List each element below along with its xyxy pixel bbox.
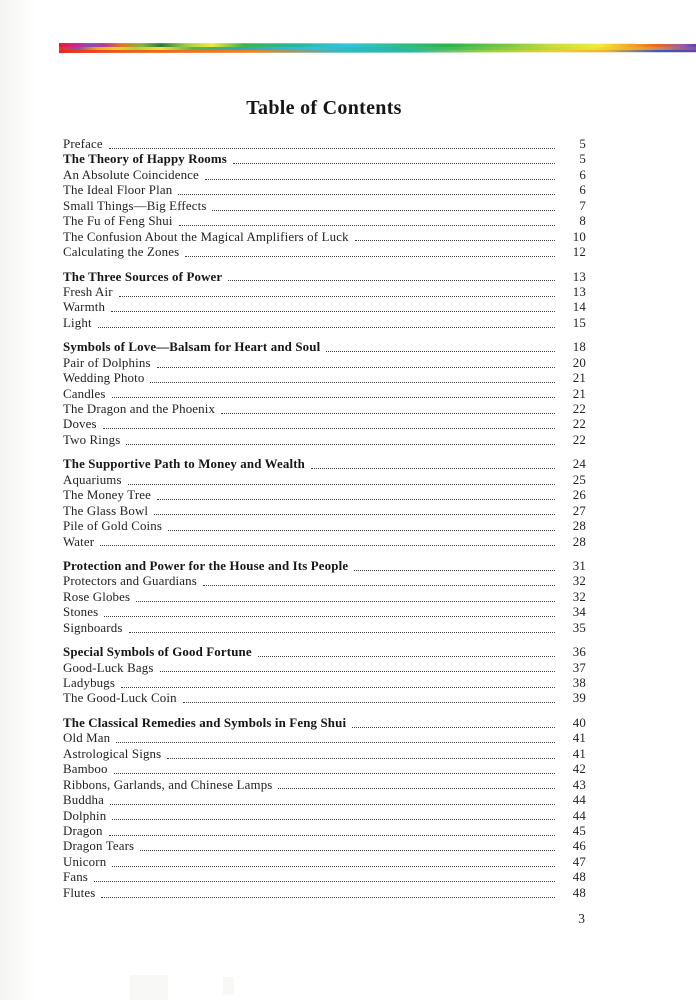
toc-entry-page-number: 15 <box>572 315 586 330</box>
toc-entry <box>63 716 586 731</box>
toc-entry-label: The Theory of Happy Rooms <box>63 152 227 167</box>
dotted-leader <box>101 886 555 898</box>
toc-entry <box>63 137 586 152</box>
dotted-leader <box>112 855 555 867</box>
dotted-leader <box>157 356 555 368</box>
toc-entry-label: Dragon Tears <box>63 839 135 854</box>
dotted-leader <box>354 559 555 571</box>
toc-entry <box>63 870 586 885</box>
toc-entry-label: Water <box>63 534 95 549</box>
toc-entry-label: The Dragon and the Phoenix <box>63 402 216 416</box>
toc-entry-page-number: 48 <box>572 870 586 885</box>
toc-entry-page-number: 38 <box>572 676 586 690</box>
toc-entry-page-number: 47 <box>572 854 586 869</box>
toc-section <box>63 270 586 332</box>
toc-entry-page-number: 41 <box>572 731 586 746</box>
dotted-leader <box>178 183 555 195</box>
toc-entry-label: Pair of Dolphins <box>63 355 151 370</box>
toc-entry-page-number: 13 <box>572 284 586 299</box>
toc-entry <box>63 356 586 371</box>
toc-entry-label: Signboards <box>63 620 123 635</box>
toc-entry-page-number: 42 <box>572 762 586 777</box>
scan-artifact <box>223 977 234 995</box>
toc-entry <box>63 747 586 762</box>
dotted-leader <box>168 519 555 531</box>
toc-entry-label: The Good-Luck Coin <box>63 691 177 706</box>
dotted-leader <box>110 793 555 805</box>
toc-entry-page-number: 37 <box>572 660 586 675</box>
toc-entry-label: Fans <box>63 870 88 885</box>
toc-entry <box>63 886 586 901</box>
dotted-leader <box>103 417 555 429</box>
toc-entry <box>63 661 586 676</box>
toc-entry-label: Dragon <box>63 823 103 838</box>
toc-entry-page-number: 8 <box>579 214 586 229</box>
dotted-leader <box>228 270 555 282</box>
toc-entry-label: Protection and Power for the House and Its People <box>63 558 349 573</box>
toc-entry-page-number: 5 <box>579 152 586 167</box>
toc-entry-page-number: 28 <box>572 534 586 549</box>
toc-entry-label: Special Symbols of Good Fortune <box>63 645 252 660</box>
toc-entry-page-number: 41 <box>572 746 586 761</box>
toc-entry <box>63 285 586 300</box>
toc-entry <box>63 519 586 534</box>
toc-entry-page-number: 32 <box>572 574 586 589</box>
toc-section <box>63 457 586 550</box>
dotted-leader <box>157 488 555 500</box>
dotted-leader <box>109 137 555 149</box>
toc-entry-page-number: 36 <box>572 645 586 660</box>
toc-entry-page-number: 39 <box>572 691 586 706</box>
dotted-leader <box>154 504 555 516</box>
toc-entry-page-number: 32 <box>572 589 586 604</box>
dotted-leader <box>98 316 555 328</box>
dotted-leader <box>160 661 555 673</box>
toc-entry <box>63 839 586 854</box>
toc-entry <box>63 488 586 503</box>
folio-page-number: 3 <box>578 911 585 926</box>
toc-entry-page-number: 6 <box>579 167 586 182</box>
toc-entry-page-number: 35 <box>572 620 586 635</box>
toc-entry-page-number: 22 <box>572 417 586 432</box>
toc-entry-label: Aquariums <box>63 472 122 487</box>
toc-entry <box>63 433 586 448</box>
toc-entry-page-number: 25 <box>572 472 586 487</box>
toc-entry-label: The Glass Bowl <box>63 503 149 518</box>
toc-entry <box>63 621 586 636</box>
toc-entry-label: Rose Globes <box>63 589 131 604</box>
toc-entry-label: The Money Tree <box>63 488 152 503</box>
toc-entry-page-number: 45 <box>572 823 586 838</box>
toc-entry <box>63 535 586 550</box>
toc-entry-page-number: 12 <box>572 245 586 260</box>
toc-entry-page-number: 43 <box>572 777 586 792</box>
dotted-leader <box>140 839 555 851</box>
dotted-leader <box>109 824 555 836</box>
rainbow-ribbon-divider <box>59 43 696 53</box>
scan-artifact <box>130 975 168 1000</box>
toc-section <box>63 645 586 707</box>
dotted-leader <box>185 245 555 257</box>
toc-entry-page-number: 40 <box>572 715 586 730</box>
toc-entry <box>63 559 586 574</box>
toc-entry-label: Old Man <box>63 731 111 746</box>
toc-entry <box>63 402 586 417</box>
dotted-leader <box>183 691 555 703</box>
toc-entry-label: Stones <box>63 605 99 620</box>
toc-entry-page-number: 18 <box>572 340 586 355</box>
toc-entry-label: Flutes <box>63 885 96 900</box>
toc-entry-label: Buddha <box>63 793 105 808</box>
dotted-leader <box>258 645 555 657</box>
dotted-leader <box>121 676 555 688</box>
dotted-leader <box>205 168 555 180</box>
page-title: Table of Contents <box>246 97 402 120</box>
toc-entry-page-number: 22 <box>572 402 586 416</box>
dotted-leader <box>112 809 555 821</box>
toc-entry-label: The Classical Remedies and Symbols in Feng Shui <box>63 715 347 730</box>
dotted-leader <box>212 199 555 211</box>
dotted-leader <box>150 371 555 383</box>
toc-entry-label: Astrological Signs <box>63 746 162 761</box>
toc-entry <box>63 574 586 589</box>
toc-entry-page-number: 48 <box>572 885 586 900</box>
toc-entry-label: Pile of Gold Coins <box>63 519 163 534</box>
dotted-leader <box>233 152 555 164</box>
toc-entry <box>63 270 586 285</box>
toc-entry-page-number: 5 <box>579 137 586 151</box>
toc-entry <box>63 731 586 746</box>
toc-entry-page-number: 6 <box>579 183 586 198</box>
toc-entry <box>63 590 586 605</box>
dotted-leader <box>129 621 555 633</box>
toc-entry <box>63 504 586 519</box>
toc-entry-page-number: 7 <box>579 198 586 213</box>
toc-entry <box>63 387 586 402</box>
dotted-leader <box>119 285 555 297</box>
toc-entry <box>63 809 586 824</box>
toc-entry-label: Symbols of Love—Balsam for Heart and Soul <box>63 340 321 355</box>
toc-entry-page-number: 20 <box>572 355 586 370</box>
toc-entry <box>63 417 586 432</box>
toc-entry-label: Ladybugs <box>63 676 116 690</box>
toc-entry <box>63 230 586 245</box>
dotted-leader <box>136 590 555 602</box>
toc-entry <box>63 762 586 777</box>
toc-entry-label: Doves <box>63 417 97 432</box>
toc-entry-label: Calculating the Zones <box>63 245 180 260</box>
toc-entry-label: The Confusion About the Magical Amplifiers of Luck <box>63 229 349 244</box>
toc-entry-label: Dolphin <box>63 808 107 823</box>
toc-entry-label: Wedding Photo <box>63 371 145 386</box>
toc-entry-page-number: 46 <box>572 839 586 854</box>
toc-entry <box>63 824 586 839</box>
toc-entry-label: The Three Sources of Power <box>63 269 223 284</box>
toc-entry <box>63 371 586 386</box>
toc-section <box>63 340 586 448</box>
dotted-leader <box>104 605 555 617</box>
toc-section <box>63 716 586 901</box>
ribbon-band-bottom <box>59 50 696 53</box>
toc-entry <box>63 316 586 331</box>
dotted-leader <box>355 230 555 242</box>
toc-entry-page-number: 26 <box>572 488 586 503</box>
toc-entry-page-number: 13 <box>572 269 586 284</box>
toc-entry <box>63 168 586 183</box>
page-edge-shadow <box>0 0 36 1000</box>
toc-entry-label: Good-Luck Bags <box>63 660 154 675</box>
toc-entry <box>63 645 586 660</box>
toc-entry <box>63 245 586 260</box>
toc-entry <box>63 778 586 793</box>
toc-entry <box>63 691 586 706</box>
toc-entry <box>63 793 586 808</box>
toc-list <box>63 137 586 901</box>
toc-entry-label: The Ideal Floor Plan <box>63 183 173 198</box>
toc-entry <box>63 183 586 198</box>
toc-entry <box>63 676 586 691</box>
toc-entry-page-number: 21 <box>572 371 586 386</box>
toc-entry-page-number: 34 <box>572 605 586 620</box>
toc-entry <box>63 473 586 488</box>
dotted-leader <box>116 731 555 743</box>
dotted-leader <box>311 457 555 469</box>
dotted-leader <box>114 762 555 774</box>
dotted-leader <box>179 214 555 226</box>
dotted-leader <box>128 473 555 485</box>
toc-entry-page-number: 44 <box>572 808 586 823</box>
toc-entry-page-number: 27 <box>572 503 586 518</box>
toc-entry-label: The Supportive Path to Money and Wealth <box>63 457 305 472</box>
dotted-leader <box>221 402 555 414</box>
toc-entry <box>63 605 586 620</box>
dotted-leader <box>352 716 555 728</box>
toc-entry <box>63 199 586 214</box>
toc-entry-label: Preface <box>63 137 103 151</box>
toc-entry-label: Bamboo <box>63 762 108 777</box>
toc-entry-label: Light <box>63 315 92 330</box>
dotted-leader <box>111 300 555 312</box>
toc-entry-label: Unicorn <box>63 854 107 869</box>
toc-entry-label: Ribbons, Garlands, and Chinese Lamps <box>63 777 273 792</box>
toc-entry-page-number: 24 <box>572 457 586 472</box>
dotted-leader <box>126 433 555 445</box>
toc-entry-label: Protectors and Guardians <box>63 574 197 589</box>
toc-entry <box>63 152 586 167</box>
dotted-leader <box>112 387 555 399</box>
toc-entry-label: Two Rings <box>63 432 121 447</box>
toc-entry-label: The Fu of Feng Shui <box>63 214 173 229</box>
toc-section <box>63 559 586 636</box>
toc-entry <box>63 300 586 315</box>
toc-entry-page-number: 22 <box>572 432 586 447</box>
toc-entry <box>63 214 586 229</box>
toc-entry <box>63 457 586 472</box>
toc-entry <box>63 340 586 355</box>
toc-entry-page-number: 31 <box>572 558 586 573</box>
toc-entry-page-number: 10 <box>572 229 586 244</box>
toc-entry-label: Candles <box>63 386 106 401</box>
toc-section <box>63 137 586 261</box>
dotted-leader <box>326 340 555 352</box>
dotted-leader <box>278 778 555 790</box>
dotted-leader <box>167 747 555 759</box>
toc-entry-label: Warmth <box>63 300 106 315</box>
toc-entry-page-number: 28 <box>572 519 586 534</box>
toc-entry <box>63 855 586 870</box>
toc-entry-page-number: 14 <box>572 300 586 315</box>
toc-entry-label: Small Things—Big Effects <box>63 198 207 213</box>
toc-entry-label: An Absolute Coincidence <box>63 167 199 182</box>
dotted-leader <box>203 574 555 586</box>
toc-entry-page-number: 21 <box>572 386 586 401</box>
toc-entry-label: Fresh Air <box>63 284 113 299</box>
toc-entry-page-number: 44 <box>572 793 586 808</box>
dotted-leader <box>100 535 555 547</box>
dotted-leader <box>94 870 555 882</box>
